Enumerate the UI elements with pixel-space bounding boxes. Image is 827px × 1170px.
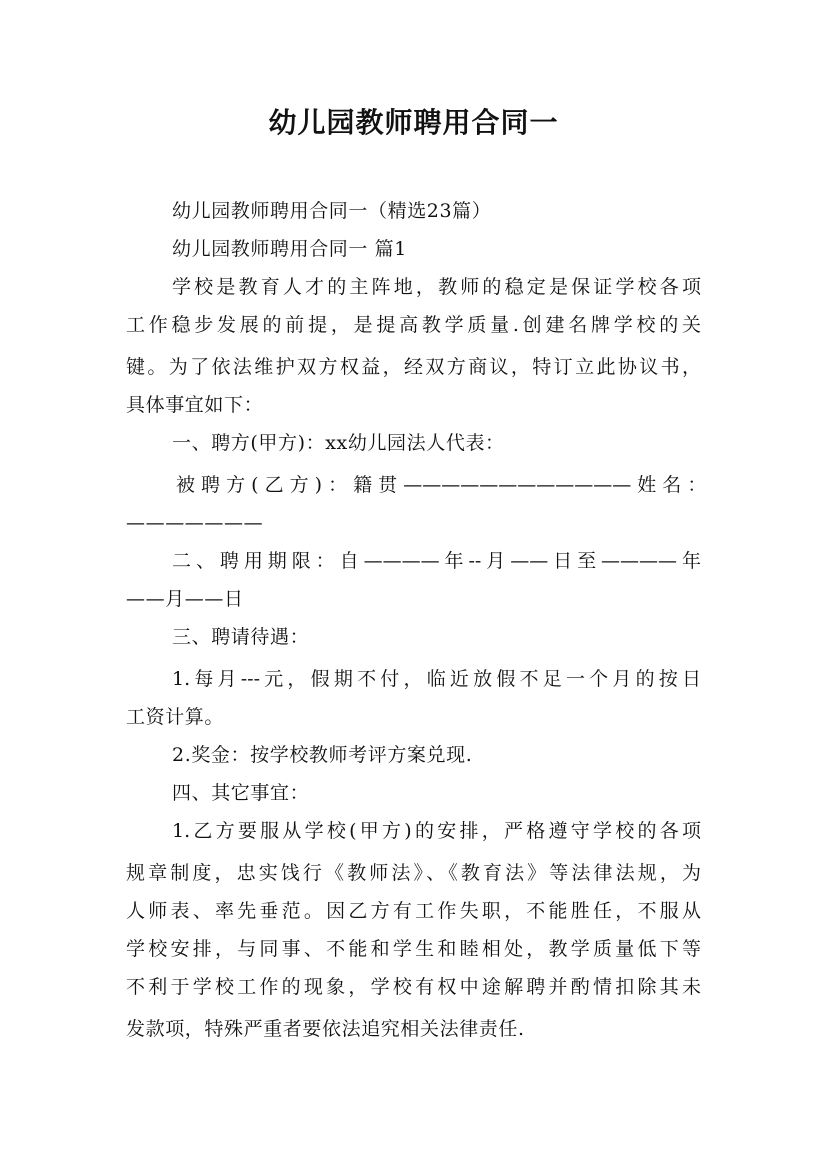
- clause-line: ———————: [126, 512, 264, 534]
- clause-line: 发款项，特殊严重者要依法追究相关法律责任.: [126, 1018, 525, 1040]
- clause-heading: 三、聘请待遇：: [172, 626, 310, 648]
- clause-line: 学校安排，与同事、不能和学生和睦相处，教学质量低下等: [126, 938, 701, 960]
- clause-heading: 四、其它事宜：: [172, 782, 310, 804]
- paragraph-line: 具体事宜如下：: [126, 394, 264, 416]
- clause-line: 工资计算。: [126, 706, 225, 728]
- clause-line: 1.每月---元，假期不付，临近放假不足一个月的按日: [172, 668, 701, 690]
- document-title: 幼儿园教师聘用合同一: [268, 106, 559, 139]
- paragraph-line: 键。为了依法维护双方权益，经双方商议，特订立此协议书，: [126, 356, 701, 378]
- clause-line: ——月——日: [126, 588, 244, 610]
- clause-line: 被 聘 方 ( 乙 方 ) ： 籍 贯 ———————————— 姓 名 ：: [176, 474, 707, 496]
- paragraph-line: 学校是教育人才的主阵地，教师的稳定是保证学校各项: [172, 276, 701, 298]
- clause-line: 2.奖金：按学校教师考评方案兑现.: [172, 744, 473, 766]
- section-heading: 幼儿园教师聘用合同一 篇1: [172, 238, 407, 260]
- clause-line: 规章制度，忠实饯行《教师法》、《教育法》等法律法规，为: [126, 862, 701, 884]
- clause-line: 二、聘用期限：自————年--月——日至————年: [172, 550, 701, 572]
- clause-line: 不利于学校工作的现象，学校有权中途解聘并酌情扣除其未: [126, 976, 701, 998]
- clause-line: 1.乙方要服从学校(甲方)的安排，严格遵守学校的各项: [172, 820, 701, 842]
- paragraph-line: 工作稳步发展的前提，是提高教学质量.创建名牌学校的关: [126, 314, 701, 336]
- clause-line: 一、聘方(甲方)：xx幼儿园法人代表：: [172, 432, 505, 454]
- clause-line: 人师表、率先垂范。因乙方有工作失职，不能胜任，不服从: [126, 900, 701, 922]
- subtitle-line: 幼儿园教师聘用合同一（精选23篇）: [172, 200, 492, 222]
